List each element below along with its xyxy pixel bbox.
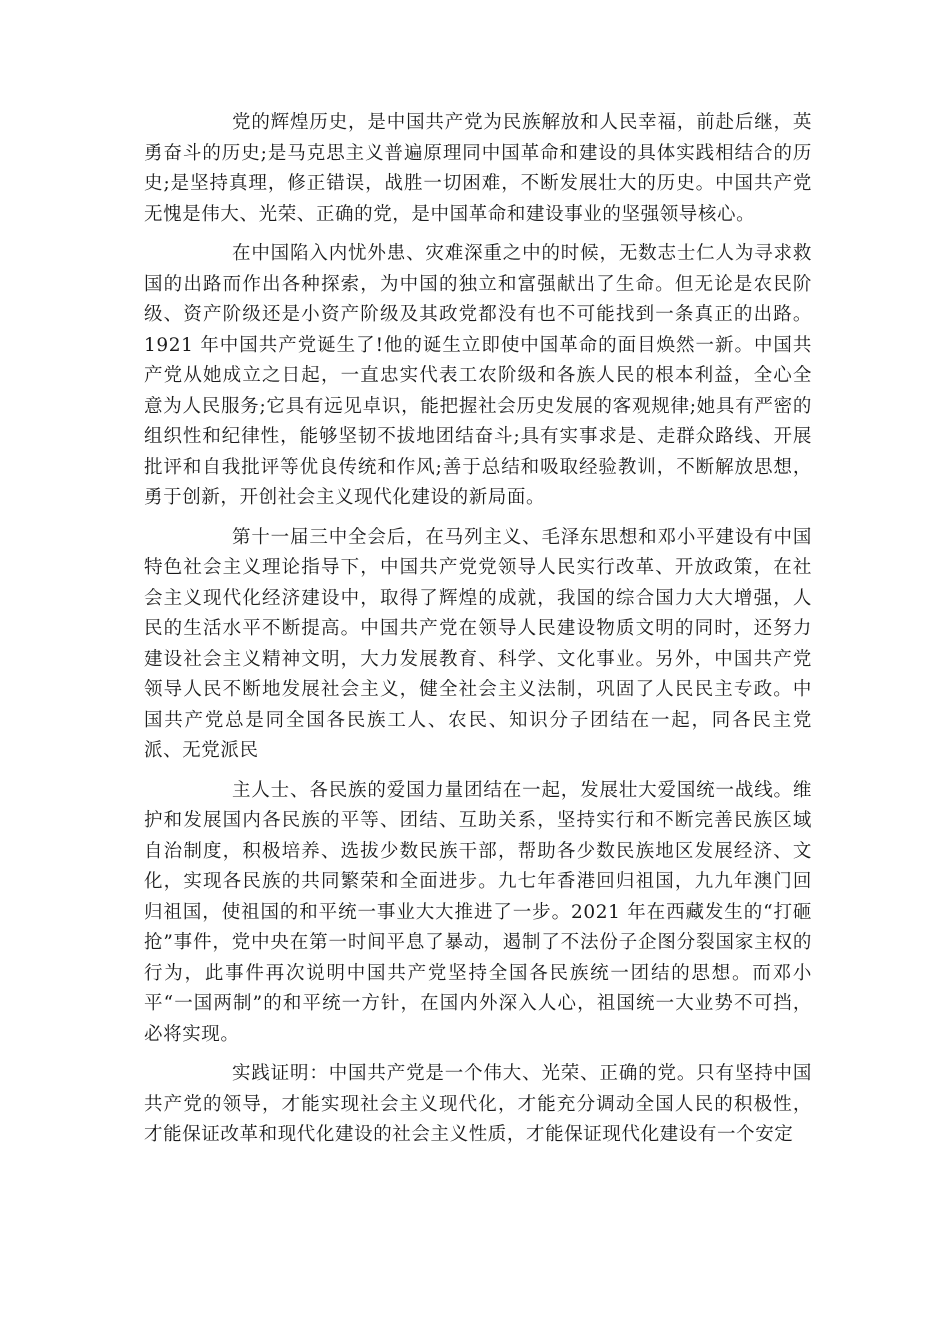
paragraph-founding: 在中国陷入内忧外患、灾难深重之中的时候，无数志士仁人为寻求救国的出路而作出各种探索，为中国的独立和富强献出了生命。但无论是农民阶级、资产阶级还是小资产阶级及其政党都没有也不可能找到一条真正的出路。1921 年中国共产党诞生了!他的诞生立即使中国革命的面目焕然一新。中国共产党从她成立之日起，一直忠实代表工农阶级和各族人民的根本利益，全心全意为人民服务;它具有远见卓识，能把握社会历史发展的客观规律;她具有严密的组织性和纪律性，能够坚韧不拔地团结奋斗;具有实事求是、走群众路线、开展批评和自我批评等优良传统和作风;善于总结和吸取经验教训，不断解放思想，勇于创新，开创社会主义现代化建设的新局面。	[144, 243, 812, 508]
paragraph-unity: 主人士、各民族的爱国力量团结在一起，发展壮大爱国统一战线。维护和发展国内各民族的平等、团结、互助关系，坚持实行和不断完善民族区域自治制度，积极培养、选拔少数民族干部，帮助各少数民族地区发展经济、文化，实现各民族的共同繁荣和全面进步。九七年香港回归祖国，九九年澳门回归祖国，使祖国的和平统一事业大大推进了一步。2021 年在西藏发生的“打砸抢”事件，党中央在第一时间平息了暴动，遏制了不法份子企图分裂国家主权的行为，此事件再次说明中国共产党坚持全国各民族统一团结的思想。而邓小平“一国两制”的和平统一方针，在国内外深入人心，祖国统一大业势不可挡，必将实现。	[144, 779, 812, 1045]
paragraph-reform: 第十一届三中全会后，在马列主义、毛泽东思想和邓小平建设有中国特色社会主义理论指导下，中国共产党党领导人民实行改革、开放政策，在社会主义现代化经济建设中，取得了辉煌的成就，我国的综合国力大大增强，人民的生活水平不断提高。中国共产党在领导人民建设物质文明的同时，还努力建设社会主义精神文明，大力发展教育、科学、文化事业。另外，中国共产党领导人民不断地发展社会主义，健全社会主义法制，巩固了人民民主专政。中国共产党总是同全国各民族工人、农民、知识分子团结在一起，同各民主党派、无党派民	[144, 526, 812, 761]
paragraph-history: 党的辉煌历史，是中国共产党为民族解放和人民幸福，前赴后继，英勇奋斗的历史;是马克思主义普遍原理同中国革命和建设的具体实践相结合的历史;是坚持真理，修正错误，战胜一切困难，不断发展壮大的历史。中国共产党无愧是伟大、光荣、正确的党，是中国革命和建设事业的坚强领导核心。	[144, 112, 812, 225]
document-body	[144, 108, 812, 1160]
paragraph-conclusion: 实践证明：中国共产党是一个伟大、光荣、正确的党。只有坚持中国共产党的领导，才能实现社会主义现代化，才能充分调动全国人民的积极性，才能保证改革和现代化建设的社会主义性质，才能保证现代化建设有一个安定	[144, 1063, 812, 1145]
